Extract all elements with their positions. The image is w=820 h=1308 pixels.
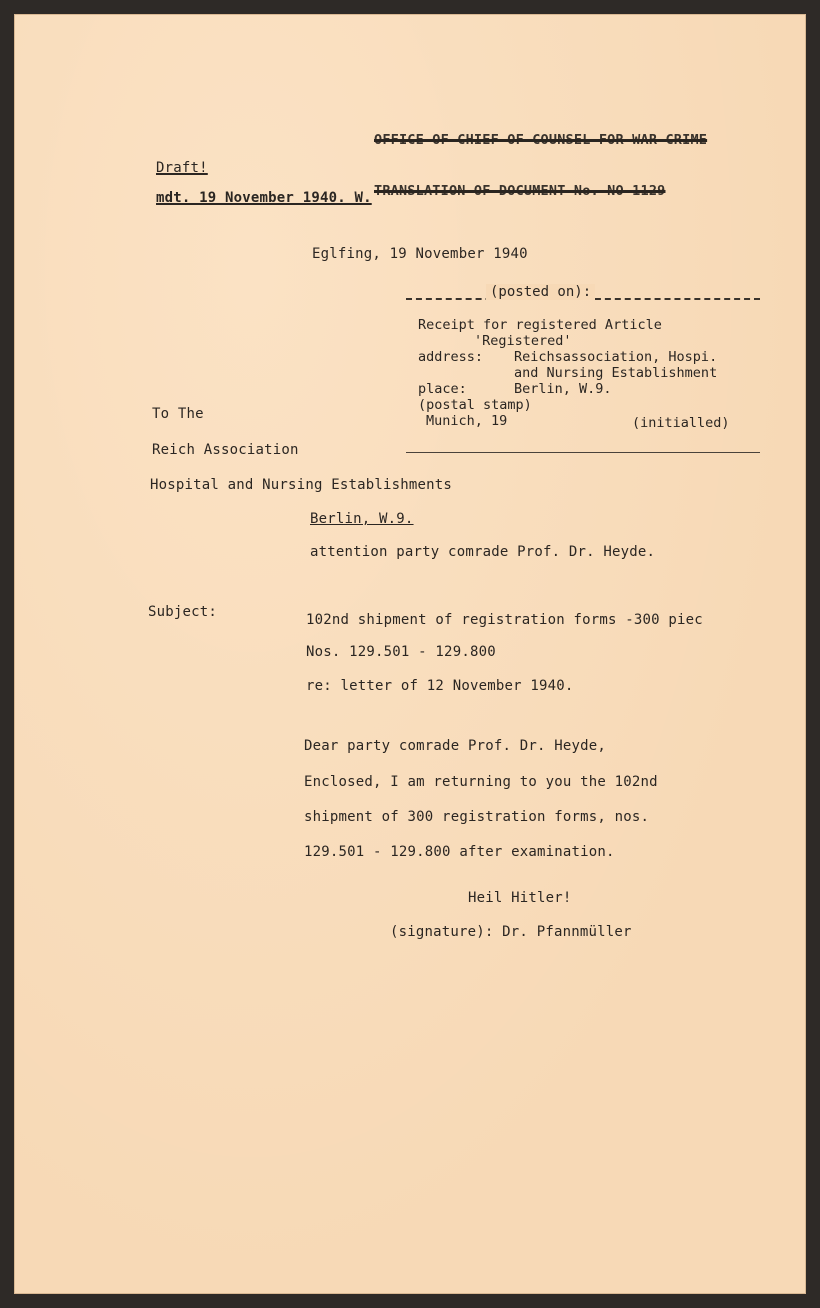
stamp-place: Berlin, W.9. — [514, 381, 612, 397]
stamp-place-label: place: — [418, 381, 467, 397]
document-page — [14, 14, 806, 1294]
subject-line1: 102nd shipment of registration forms -300 piec — [306, 612, 703, 628]
closing: Heil Hitler! — [468, 890, 572, 906]
header-office-line: OFFICE OF CHIEF OF COUNSEL FOR WAR CRIME — [374, 132, 708, 148]
document-header — [374, 98, 707, 234]
place-date: Eglfing, 19 November 1940 — [312, 246, 528, 262]
stamp-registered: 'Registered' — [474, 333, 572, 349]
stamp-address1: Reichsassociation, Hospi. — [514, 349, 718, 365]
subject-label: Subject: — [148, 604, 218, 620]
registered-mail-stamp — [406, 284, 760, 453]
recipient-city: Berlin, W.9. — [310, 511, 414, 527]
stamp-address-label: address: — [418, 349, 484, 365]
stamp-address2: and Nursing Establishment — [514, 365, 718, 381]
stamp-place-row — [418, 382, 612, 397]
recipient-org1: Reich Association — [152, 442, 299, 458]
recipient-to: To The — [152, 406, 204, 422]
stamp-postal-stamp: (postal stamp) — [418, 397, 532, 413]
mdt-line: mdt. 19 November 1940. W. — [156, 190, 372, 206]
header-translation-line: TRANSLATION OF DOCUMENT No. NO-1129 — [374, 183, 666, 199]
stamp-posted-on: (posted on): — [486, 284, 595, 300]
stamp-munich: Munich, 19 — [426, 413, 508, 429]
body-line2: shipment of 300 registration forms, nos. — [304, 809, 650, 825]
subject-line3: re: letter of 12 November 1940. — [306, 678, 574, 694]
signature: (signature): Dr. Pfannmüller — [390, 924, 632, 940]
stamp-receipt: Receipt for registered Article — [418, 317, 662, 333]
subject-line2: Nos. 129.501 - 129.800 — [306, 644, 496, 660]
stamp-initialled: (initialled) — [632, 415, 730, 431]
recipient-attention: attention party comrade Prof. Dr. Heyde. — [310, 544, 656, 560]
recipient-org2: Hospital and Nursing Establishments — [150, 477, 453, 493]
body-line1: Enclosed, I am returning to you the 102nd — [304, 774, 658, 790]
draft-label: Draft! — [156, 160, 208, 176]
salutation: Dear party comrade Prof. Dr. Heyde, — [304, 738, 607, 754]
stamp-address-row — [418, 350, 717, 365]
body-line3: 129.501 - 129.800 after examination. — [304, 844, 615, 860]
